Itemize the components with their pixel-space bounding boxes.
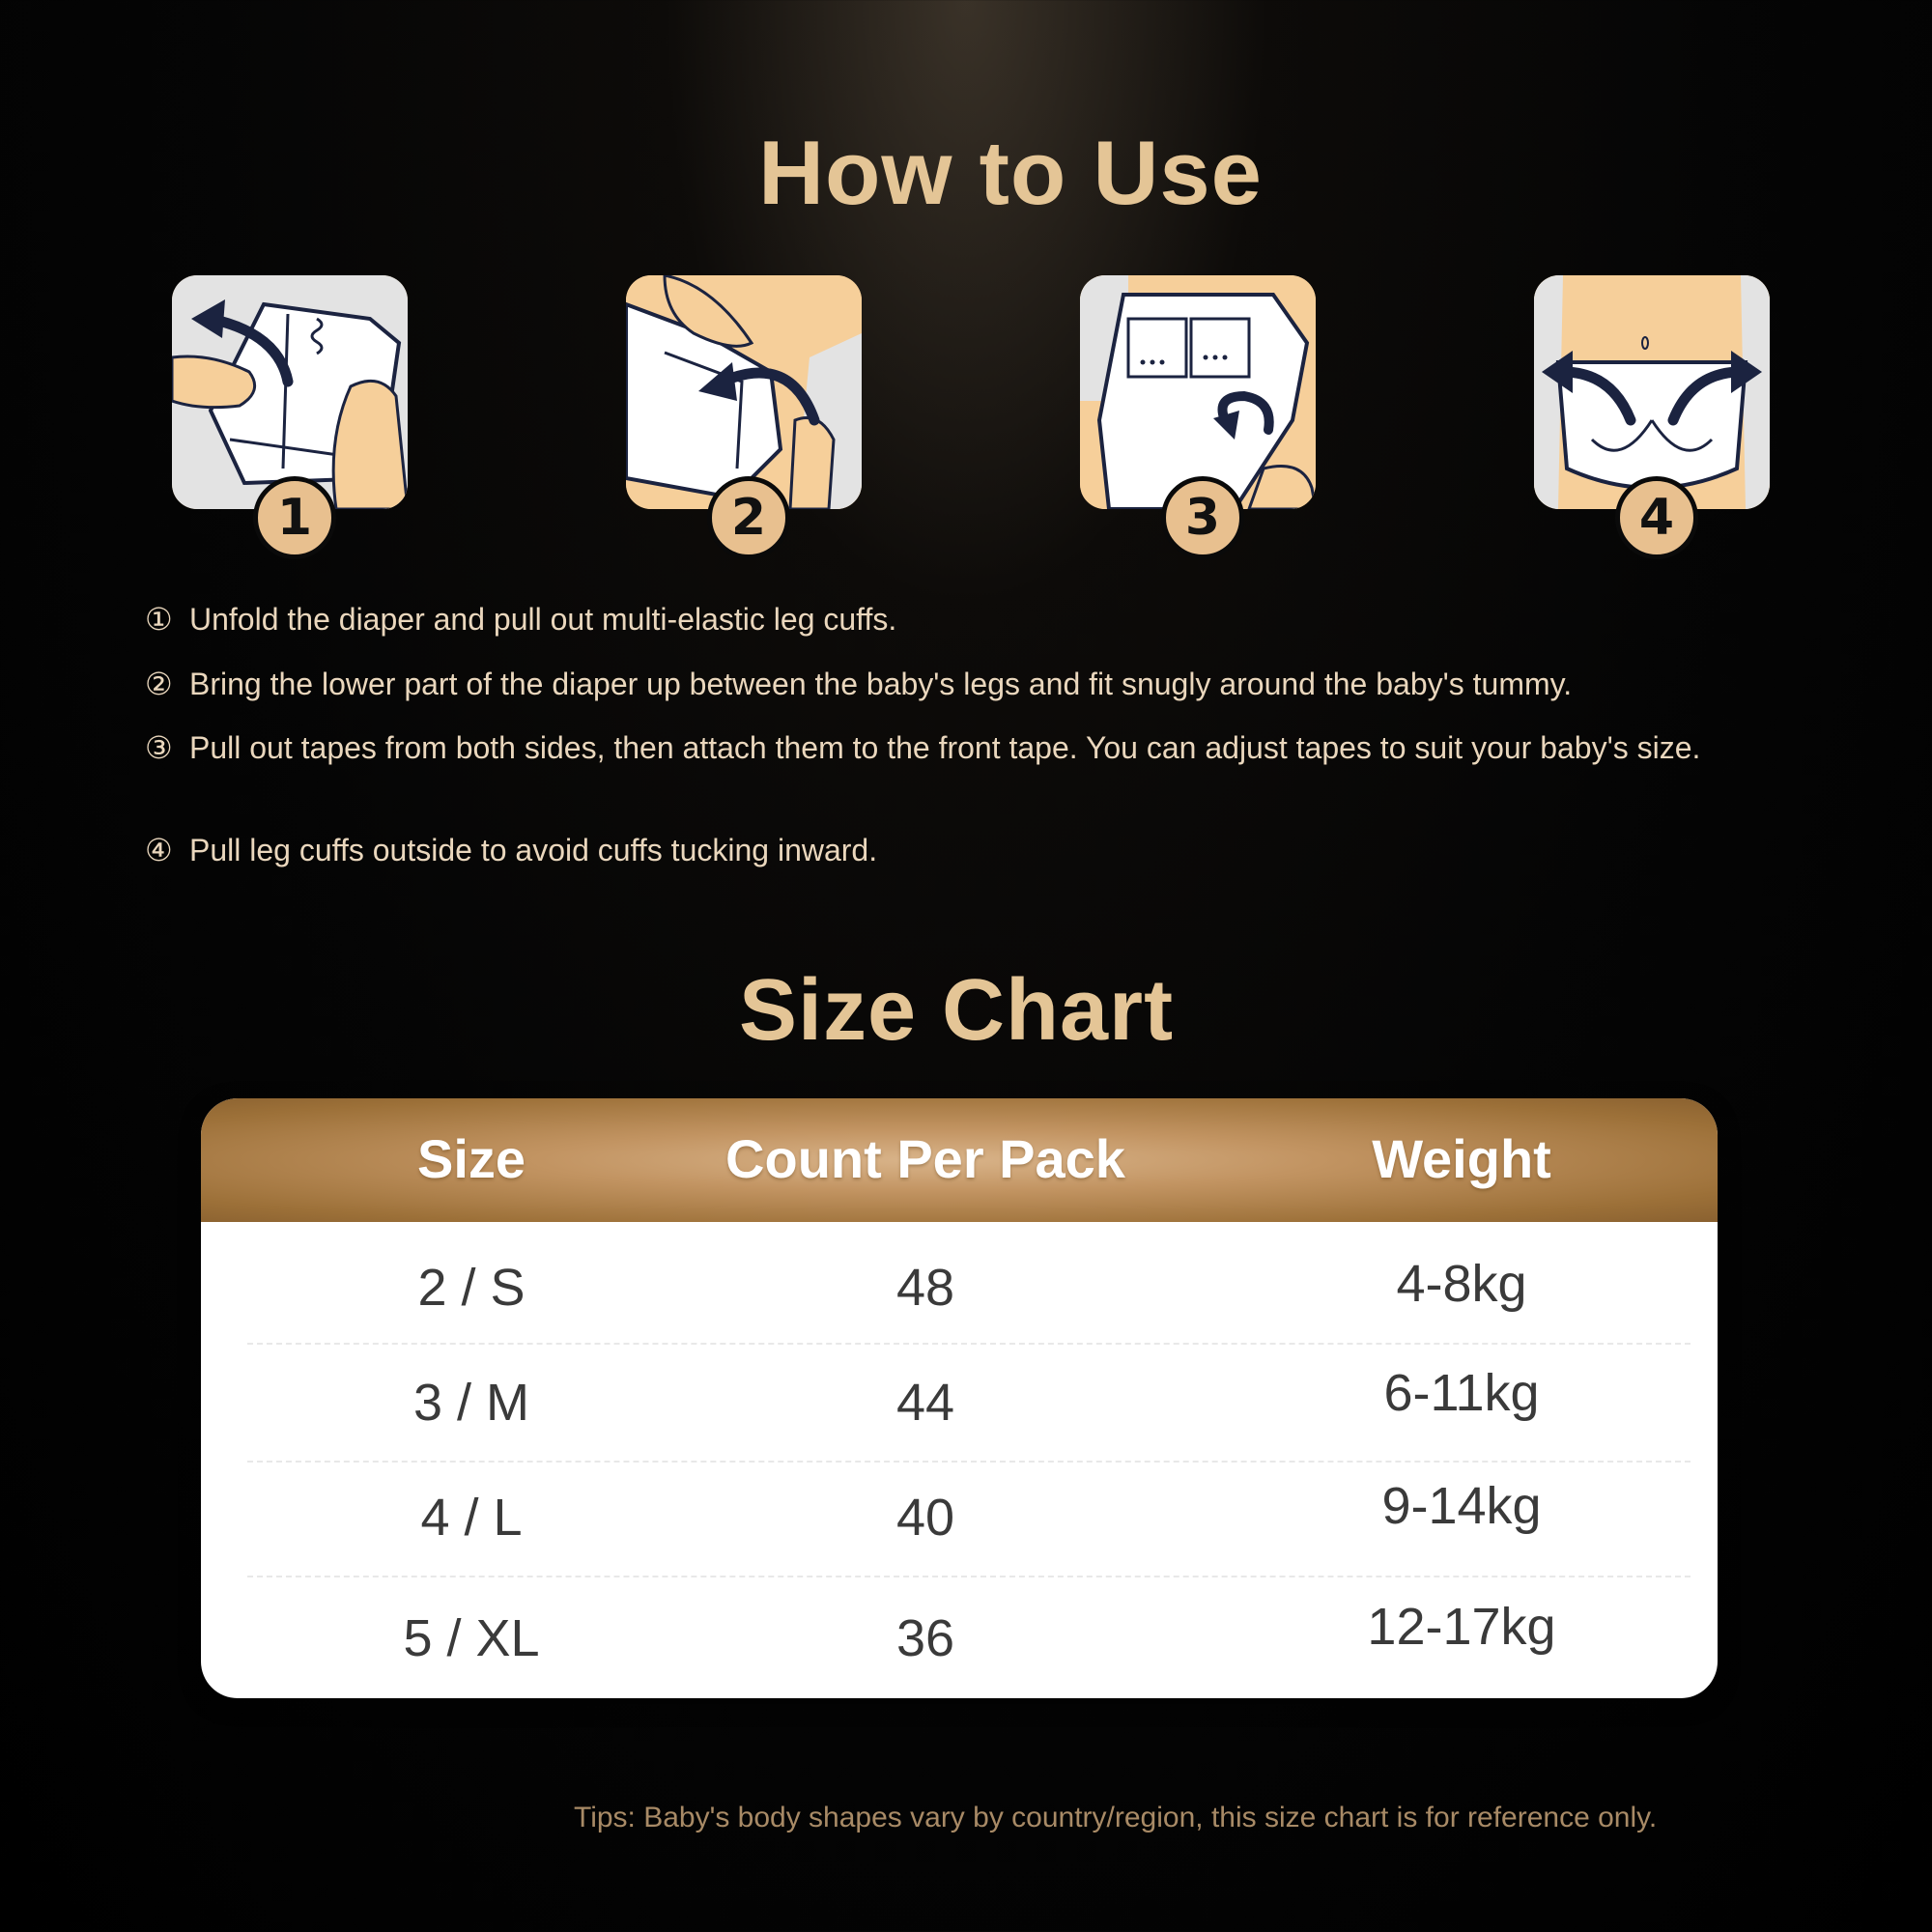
instruction-4 (145, 831, 1845, 869)
instruction-text: Pull out tapes from both sides, then attach them to the front tape. You can adjust tapes to suit your baby's size. (189, 730, 1701, 765)
instruction-text: Pull leg cuffs outside to avoid cuffs tucking inward. (189, 833, 878, 867)
step-number-badge: 1 (253, 476, 336, 559)
cell-count: 40 (895, 1489, 955, 1547)
cell-size: 4 / L (420, 1489, 523, 1547)
fold-up-diaper-icon (626, 275, 862, 509)
cell-weight: 6-11kg (1383, 1364, 1540, 1422)
row-divider (247, 1343, 1690, 1345)
instruction-1 (145, 600, 1845, 639)
cell-size: 3 / M (412, 1374, 530, 1432)
instruction-2 (145, 665, 1845, 703)
row-divider (247, 1576, 1690, 1577)
pull-leg-cuffs-icon (1534, 275, 1770, 509)
cell-count: 48 (895, 1259, 955, 1317)
tips-note: Tips: Baby's body shapes vary by country/region, this size chart is for reference only. (574, 1802, 1658, 1833)
size-chart-table (201, 1098, 1718, 1698)
step-3-illustration (1080, 275, 1316, 547)
instruction-text: Bring the lower part of the diaper up between the baby's legs and fit snugly around the baby's tummy. (189, 667, 1573, 701)
cell-count: 36 (895, 1609, 955, 1667)
step-marker: ③ (145, 730, 173, 765)
row-divider (247, 1461, 1690, 1463)
cell-size: 2 / S (417, 1259, 526, 1317)
instruction-3 (145, 728, 1845, 767)
header-size: Size (416, 1128, 526, 1189)
step-marker: ④ (145, 833, 173, 867)
header-weight: Weight (1372, 1128, 1551, 1189)
step-number-badge: 2 (707, 476, 790, 559)
how-to-use-title: How to Use (758, 122, 1263, 223)
size-chart-title: Size Chart (738, 962, 1175, 1059)
step-1-illustration (172, 275, 408, 547)
table-header (201, 1098, 1718, 1222)
step-marker: ① (145, 602, 173, 637)
step-4-illustration (1534, 275, 1770, 547)
cell-size: 5 / XL (403, 1609, 540, 1667)
unfold-diaper-icon (172, 275, 408, 509)
attach-tapes-icon (1080, 275, 1316, 509)
cell-weight: 12-17kg (1367, 1598, 1556, 1656)
step-marker: ② (145, 667, 173, 701)
cell-weight: 4-8kg (1396, 1255, 1527, 1313)
step-number-badge: 3 (1161, 476, 1244, 559)
cell-weight: 9-14kg (1381, 1477, 1542, 1535)
cell-count: 44 (895, 1374, 955, 1432)
instruction-text: Unfold the diaper and pull out multi-elastic leg cuffs. (189, 602, 897, 637)
header-count-per-pack: Count Per Pack (725, 1128, 1125, 1189)
step-number-badge: 4 (1615, 476, 1698, 559)
step-2-illustration (626, 275, 862, 547)
